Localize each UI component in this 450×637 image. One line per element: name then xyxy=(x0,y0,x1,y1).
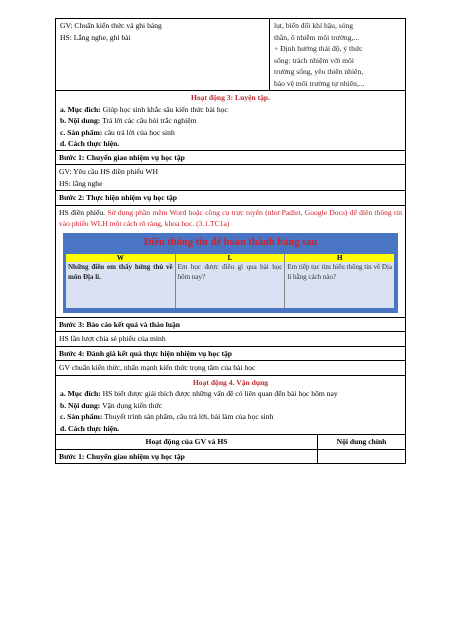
top-table xyxy=(55,18,406,91)
right-line: thần, ô nhiễm môi trường,... xyxy=(274,32,360,42)
col-noi-dung-header: Nội dung chính xyxy=(336,437,387,446)
activity4-table-header xyxy=(55,434,406,450)
activity3-san-pham: c. Sản phẩm: câu trả lời của học sinh xyxy=(60,127,175,137)
wlh-banner xyxy=(63,233,398,313)
activity4-step1-heading: Bước 1: Chuyển giao nhiệm vụ học tập xyxy=(56,450,318,464)
step1-content: GV: Yêu cầu HS điền phiếu WH HS: lắng nghe xyxy=(56,164,405,190)
wlh-cell-h: Em tiếp tục tìm hiểu thông tin về Địa lí bằng cách nào? xyxy=(287,263,393,281)
col-gv-hs-header: Hoạt động của GV và HS xyxy=(56,435,318,449)
left-line: GV: Chuẩn kiến thức và ghi bảng xyxy=(60,21,162,30)
wlh-table xyxy=(66,254,394,309)
activity4-noi-dung-cell xyxy=(318,450,405,464)
activity4-cach: d. Cách thực hiện. xyxy=(60,423,120,433)
right-line: sống: trách nhiệm với môi xyxy=(274,55,354,65)
activity4-noi-dung: b. Nội dung: Vận dụng kiến thức xyxy=(60,400,163,410)
top-table-right xyxy=(270,19,405,90)
activity4-muc-dich: a. Mục đích: HS biết được giải thích được những vấn đề có liên quan đến bài học hôm nay xyxy=(60,389,338,398)
step3-content: HS lần lượt chia sẻ phiếu của mình xyxy=(56,331,405,346)
activity3-section xyxy=(55,91,406,150)
activity3-title: Hoạt động 3: Luyện tập. xyxy=(190,93,271,102)
activity4-table-row xyxy=(55,450,406,465)
activity3-steps-table xyxy=(55,150,406,376)
wlh-header-w: W xyxy=(66,254,176,263)
activity4-section xyxy=(55,376,406,435)
wlh-header-l: L xyxy=(176,254,286,263)
right-line: bảo vệ môi trường tự nhiên,... xyxy=(274,78,365,88)
activity3-noi-dung: b. Nội dung: Trả lời các câu hỏi trắc nghiệm xyxy=(60,116,197,125)
top-table-left xyxy=(56,19,270,90)
step2-content: HS điền phiếu. Sử dụng phần mềm Word hoặc công cụ trực tuyến (như Padlet, Google Docs) để điền thông tin vào phiếu WLH một cách rõ ràng, khoa học. (3.1.TC1a) Điền thông tin để hoàn thành bảng sau W L H Những điều em thấy hứng thú về môn Địa lí. Em học được điều gì qua bài học hôm nay? Em tiếp tục tìm hiểu thông tin về Địa lí bằng cách nào? xyxy=(56,205,405,317)
wlh-cell-l: Em học được điều gì qua bài học hôm nay? xyxy=(176,262,286,308)
right-line: + Định hướng thái độ, ý thức xyxy=(274,44,363,53)
activity4-san-pham: c. Sản phẩm: Thuyết trình sản phẩm, câu trả lời, bài làm của học sinh xyxy=(60,412,274,421)
right-line: lụt, biến đổi khí hậu, sóng xyxy=(274,21,354,30)
step3-heading: Bước 3: Báo cáo kết quả và thảo luận xyxy=(56,317,405,332)
wlh-cell-w: Những điều em thấy hứng thú về môn Địa lí. xyxy=(66,262,176,308)
left-line: HS: Lắng nghe, ghi bài xyxy=(60,32,131,42)
wlh-header-h: H xyxy=(336,253,343,262)
wlh-banner-title: Điền thông tin để hoàn thành bảng sau xyxy=(143,236,318,248)
step2-heading: Bước 2: Thực hiện nhiệm vụ học tập xyxy=(56,190,405,205)
step1-heading: Bước 1: Chuyển giao nhiệm vụ học tập xyxy=(59,152,185,162)
step4-content: GV chuẩn kiến thức, nhấn mạnh kiến thức trọng tâm của bài học xyxy=(56,360,405,375)
step4-heading: Bước 4: Đánh giá kết quả thực hiện nhiệm vụ học tập xyxy=(56,346,405,361)
right-line: trường sống, yêu thiên nhiên, xyxy=(274,67,364,76)
document-page xyxy=(55,18,406,464)
activity3-muc-dich: a. Mục đích: Giúp học sinh khắc sâu kiến thức bài học xyxy=(60,104,228,114)
activity4-title: Hoạt động 4. Vận dụng xyxy=(192,377,269,387)
activity3-cach: d. Cách thực hiện. xyxy=(60,139,120,148)
